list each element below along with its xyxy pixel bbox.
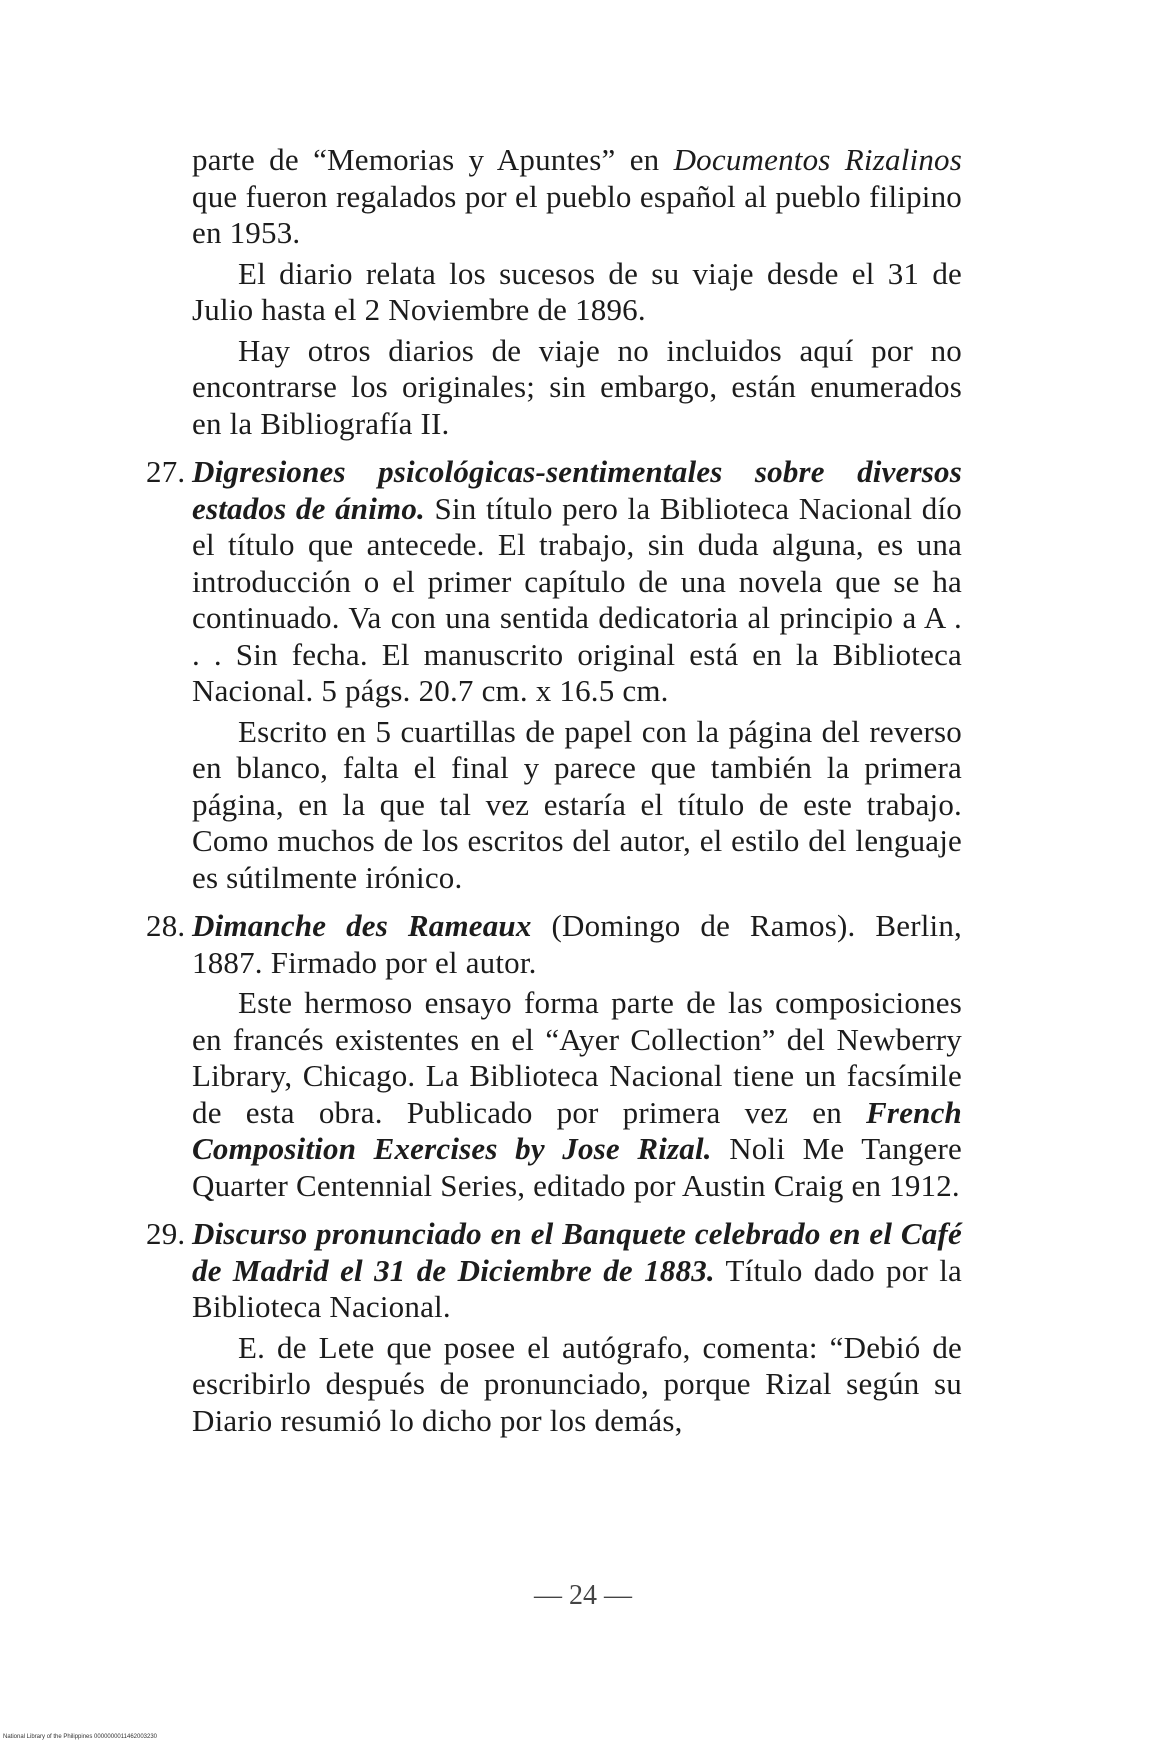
text-span: que fueron regalados por el pueblo español al pueblo filipino en 1953. <box>192 178 962 250</box>
entry-number: 27. <box>146 454 186 489</box>
paragraph-other-diaries: Hay otros diarios de viaje no incluidos aquí por no encontrarse los originales; sin embargo, están enumerados en la Bibliografía II. <box>192 332 962 441</box>
entry-text: Título dado por la Biblioteca Nacional. <box>192 1252 962 1324</box>
text-column <box>146 142 962 1439</box>
entry-28 <box>146 908 962 981</box>
entry-text: Sin título pero la Biblioteca Nacional dío el título que antecede. El trabajo, sin duda alguna, es una introducción o el primer capítulo de una novela que se ha continuado. Va con una sentida dedicatoria al principio a A . . . Sin fecha. El manuscrito original está en la Biblioteca Nacional. 5 págs. 20.7 cm. x 16.5 cm. <box>192 490 962 708</box>
text-span: parte de “Memorias y Apuntes” en <box>192 142 674 177</box>
entry-number: 28. <box>146 908 186 943</box>
entry-number: 29. <box>146 1216 186 1251</box>
paragraph-continuation <box>192 142 962 252</box>
library-stamp: National Library of the Philippines 0000000011462003230 <box>3 1734 158 1740</box>
page-number: — 24 — <box>534 1580 632 1611</box>
entry-29 <box>146 1216 962 1326</box>
italic-title: French Composition Exercises by Jose Rizal. <box>192 1094 962 1166</box>
italic-title: Documentos Rizalinos <box>673 142 962 177</box>
entry-title: Digresiones psicológicas-sentimentales sobre diversos estados de ánimo. <box>192 454 962 526</box>
entry-title: Dimanche des Rameaux <box>192 908 532 943</box>
entry-28-note <box>192 985 962 1204</box>
entry-27-note: Escrito en 5 cuartillas de papel con la página del reverso en blanco, falta el final y parece que también la primera página, en la que tal vez estaría el título de este trabajo. Como muchos de los escritos del autor, el estilo del lenguaje es sútilmente irónico. <box>192 713 962 895</box>
entry-title: Discurso pronunciado en el Banquete celebrado en el Café de Madrid el 31 de Diciembre de 1883. <box>192 1216 962 1288</box>
paragraph-diary: El diario relata los sucesos de su viaje desde el 31 de Julio hasta el 2 Noviembre de 1896. <box>192 255 962 327</box>
entry-29-note: E. de Lete que posee el autógrafo, comenta: “Debió de escribirlo después de pronunciado, porque Rizal según su Diario resumió lo dicho por los demás, <box>192 1329 962 1438</box>
entry-27 <box>146 454 962 710</box>
text-span: Noli Me Tangere Quarter Centennial Series, editado por Austin Craig en 1912. <box>192 1131 962 1203</box>
text-span: Este hermoso ensayo forma parte de las composiciones en francés existentes en el “Ayer Collection” del Newberry Library, Chicago. La Biblioteca Nacional tiene un facsímile de esta obra. Publicado por primera vez en <box>192 985 962 1130</box>
entry-text: (Domingo de Ramos). Berlin, 1887. Firmado por el autor. <box>192 908 962 980</box>
